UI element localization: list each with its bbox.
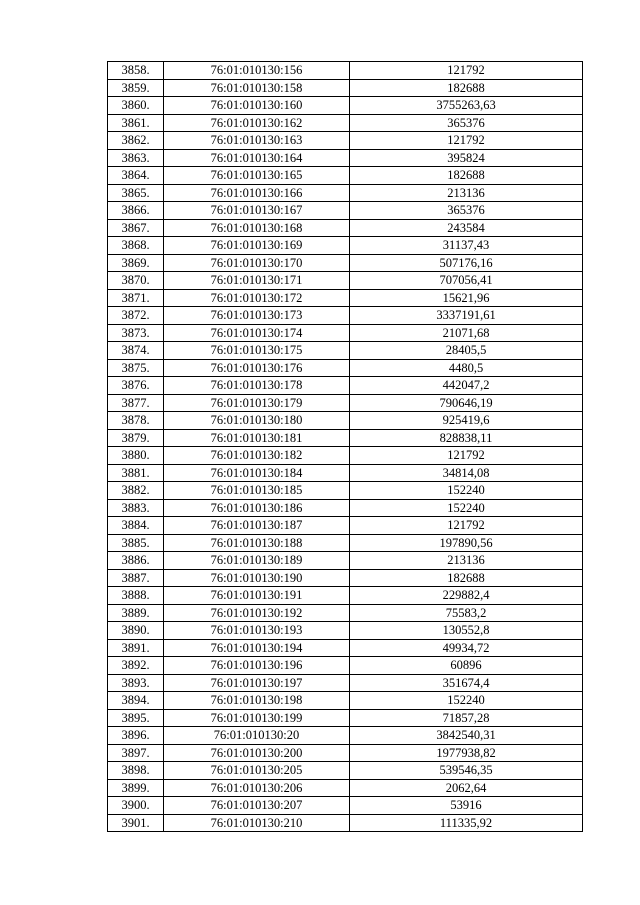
row-number-cell: 3887.	[108, 569, 164, 587]
row-number-cell: 3891.	[108, 639, 164, 657]
cadastral-value-cell: 1977938,82	[350, 744, 583, 762]
table-row	[108, 324, 583, 342]
table-row	[108, 149, 583, 167]
cadastral-number-cell: 76:01:010130:197	[164, 674, 350, 692]
table-row	[108, 692, 583, 710]
cadastral-value-cell: 53916	[350, 797, 583, 815]
row-number-cell: 3879.	[108, 429, 164, 447]
cadastral-number-cell: 76:01:010130:156	[164, 62, 350, 80]
cadastral-number-cell: 76:01:010130:172	[164, 289, 350, 307]
row-number-cell: 3894.	[108, 692, 164, 710]
cadastral-number-cell: 76:01:010130:168	[164, 219, 350, 237]
table-row	[108, 517, 583, 535]
table-row	[108, 709, 583, 727]
table-row	[108, 97, 583, 115]
row-number-cell: 3874.	[108, 342, 164, 360]
row-number-cell: 3901.	[108, 814, 164, 832]
cadastral-value-cell: 31137,43	[350, 237, 583, 255]
table-row	[108, 447, 583, 465]
table-row	[108, 464, 583, 482]
row-number-cell: 3878.	[108, 412, 164, 430]
cadastral-value-cell: 365376	[350, 202, 583, 220]
table-row	[108, 814, 583, 832]
cadastral-number-cell: 76:01:010130:199	[164, 709, 350, 727]
table-row	[108, 219, 583, 237]
cadastral-number-cell: 76:01:010130:160	[164, 97, 350, 115]
cadastral-number-cell: 76:01:010130:205	[164, 762, 350, 780]
table-row	[108, 237, 583, 255]
cadastral-number-cell: 76:01:010130:198	[164, 692, 350, 710]
cadastral-number-cell: 76:01:010130:194	[164, 639, 350, 657]
table-row	[108, 569, 583, 587]
cadastral-number-cell: 76:01:010130:173	[164, 307, 350, 325]
table-body	[108, 62, 583, 832]
cadastral-number-cell: 76:01:010130:188	[164, 534, 350, 552]
cadastral-number-cell: 76:01:010130:162	[164, 114, 350, 132]
cadastral-number-cell: 76:01:010130:179	[164, 394, 350, 412]
row-number-cell: 3863.	[108, 149, 164, 167]
row-number-cell: 3873.	[108, 324, 164, 342]
table-row	[108, 534, 583, 552]
row-number-cell: 3860.	[108, 97, 164, 115]
cadastral-value-cell: 3337191,61	[350, 307, 583, 325]
cadastral-number-cell: 76:01:010130:165	[164, 167, 350, 185]
cadastral-value-cell: 539546,35	[350, 762, 583, 780]
cadastral-number-cell: 76:01:010130:190	[164, 569, 350, 587]
cadastral-number-cell: 76:01:010130:164	[164, 149, 350, 167]
cadastral-value-cell: 213136	[350, 552, 583, 570]
table-row	[108, 499, 583, 517]
cadastral-value-cell: 2062,64	[350, 779, 583, 797]
cadastral-number-cell: 76:01:010130:210	[164, 814, 350, 832]
cadastral-value-cell: 4480,5	[350, 359, 583, 377]
table-row	[108, 62, 583, 80]
table-row	[108, 272, 583, 290]
cadastral-value-cell: 121792	[350, 132, 583, 150]
cadastral-number-cell: 76:01:010130:184	[164, 464, 350, 482]
cadastral-number-cell: 76:01:010130:170	[164, 254, 350, 272]
table-row	[108, 797, 583, 815]
cadastral-value-cell: 152240	[350, 692, 583, 710]
cadastral-value-cell: 121792	[350, 62, 583, 80]
cadastral-value-cell: 34814,08	[350, 464, 583, 482]
cadastral-value-cell: 21071,68	[350, 324, 583, 342]
cadastral-number-cell: 76:01:010130:193	[164, 622, 350, 640]
row-number-cell: 3870.	[108, 272, 164, 290]
row-number-cell: 3864.	[108, 167, 164, 185]
table-row	[108, 307, 583, 325]
cadastral-number-cell: 76:01:010130:180	[164, 412, 350, 430]
cadastral-value-table	[107, 61, 583, 832]
table-row	[108, 184, 583, 202]
cadastral-value-cell: 111335,92	[350, 814, 583, 832]
cadastral-number-cell: 76:01:010130:185	[164, 482, 350, 500]
cadastral-value-cell: 121792	[350, 447, 583, 465]
table-row	[108, 342, 583, 360]
cadastral-number-cell: 76:01:010130:187	[164, 517, 350, 535]
cadastral-number-cell: 76:01:010130:181	[164, 429, 350, 447]
table-row	[108, 114, 583, 132]
row-number-cell: 3898.	[108, 762, 164, 780]
row-number-cell: 3876.	[108, 377, 164, 395]
row-number-cell: 3896.	[108, 727, 164, 745]
cadastral-value-cell: 71857,28	[350, 709, 583, 727]
table-row	[108, 202, 583, 220]
cadastral-number-cell: 76:01:010130:175	[164, 342, 350, 360]
cadastral-value-cell: 243584	[350, 219, 583, 237]
table-row	[108, 289, 583, 307]
row-number-cell: 3884.	[108, 517, 164, 535]
row-number-cell: 3871.	[108, 289, 164, 307]
row-number-cell: 3900.	[108, 797, 164, 815]
cadastral-number-cell: 76:01:010130:174	[164, 324, 350, 342]
row-number-cell: 3890.	[108, 622, 164, 640]
row-number-cell: 3868.	[108, 237, 164, 255]
table-row	[108, 604, 583, 622]
table-row	[108, 394, 583, 412]
row-number-cell: 3889.	[108, 604, 164, 622]
row-number-cell: 3861.	[108, 114, 164, 132]
table-row	[108, 779, 583, 797]
cadastral-value-cell: 130552,8	[350, 622, 583, 640]
cadastral-value-cell: 229882,4	[350, 587, 583, 605]
row-number-cell: 3881.	[108, 464, 164, 482]
cadastral-value-cell: 15621,96	[350, 289, 583, 307]
cadastral-number-cell: 76:01:010130:20	[164, 727, 350, 745]
row-number-cell: 3880.	[108, 447, 164, 465]
row-number-cell: 3877.	[108, 394, 164, 412]
cadastral-value-cell: 49934,72	[350, 639, 583, 657]
cadastral-number-cell: 76:01:010130:171	[164, 272, 350, 290]
table-row	[108, 762, 583, 780]
cadastral-value-cell: 3842540,31	[350, 727, 583, 745]
table-row	[108, 429, 583, 447]
cadastral-value-cell: 3755263,63	[350, 97, 583, 115]
cadastral-value-cell: 182688	[350, 79, 583, 97]
row-number-cell: 3865.	[108, 184, 164, 202]
row-number-cell: 3892.	[108, 657, 164, 675]
cadastral-value-cell: 707056,41	[350, 272, 583, 290]
cadastral-number-cell: 76:01:010130:186	[164, 499, 350, 517]
row-number-cell: 3893.	[108, 674, 164, 692]
table-row	[108, 254, 583, 272]
row-number-cell: 3875.	[108, 359, 164, 377]
cadastral-number-cell: 76:01:010130:158	[164, 79, 350, 97]
cadastral-value-cell: 925419,6	[350, 412, 583, 430]
row-number-cell: 3859.	[108, 79, 164, 97]
cadastral-number-cell: 76:01:010130:191	[164, 587, 350, 605]
cadastral-value-cell: 395824	[350, 149, 583, 167]
table-row	[108, 674, 583, 692]
cadastral-number-cell: 76:01:010130:178	[164, 377, 350, 395]
cadastral-number-cell: 76:01:010130:207	[164, 797, 350, 815]
cadastral-number-cell: 76:01:010130:196	[164, 657, 350, 675]
cadastral-number-cell: 76:01:010130:176	[164, 359, 350, 377]
cadastral-number-cell: 76:01:010130:206	[164, 779, 350, 797]
table-row	[108, 167, 583, 185]
cadastral-number-cell: 76:01:010130:200	[164, 744, 350, 762]
cadastral-number-cell: 76:01:010130:167	[164, 202, 350, 220]
cadastral-value-cell: 828838,11	[350, 429, 583, 447]
row-number-cell: 3872.	[108, 307, 164, 325]
table-row	[108, 639, 583, 657]
row-number-cell: 3866.	[108, 202, 164, 220]
cadastral-value-cell: 213136	[350, 184, 583, 202]
cadastral-value-cell: 28405,5	[350, 342, 583, 360]
cadastral-value-cell: 152240	[350, 499, 583, 517]
cadastral-number-cell: 76:01:010130:192	[164, 604, 350, 622]
cadastral-number-cell: 76:01:010130:169	[164, 237, 350, 255]
table-row	[108, 132, 583, 150]
cadastral-value-cell: 152240	[350, 482, 583, 500]
cadastral-value-cell: 790646,19	[350, 394, 583, 412]
table-row	[108, 377, 583, 395]
row-number-cell: 3899.	[108, 779, 164, 797]
cadastral-value-cell: 121792	[350, 517, 583, 535]
cadastral-value-cell: 507176,16	[350, 254, 583, 272]
row-number-cell: 3883.	[108, 499, 164, 517]
cadastral-value-cell: 351674,4	[350, 674, 583, 692]
cadastral-number-cell: 76:01:010130:163	[164, 132, 350, 150]
table-row	[108, 744, 583, 762]
table-row	[108, 412, 583, 430]
table-row	[108, 727, 583, 745]
table-row	[108, 79, 583, 97]
cadastral-value-cell: 182688	[350, 167, 583, 185]
row-number-cell: 3862.	[108, 132, 164, 150]
cadastral-value-cell: 197890,56	[350, 534, 583, 552]
cadastral-value-cell: 60896	[350, 657, 583, 675]
table-row	[108, 657, 583, 675]
row-number-cell: 3858.	[108, 62, 164, 80]
row-number-cell: 3888.	[108, 587, 164, 605]
cadastral-number-cell: 76:01:010130:189	[164, 552, 350, 570]
cadastral-number-cell: 76:01:010130:166	[164, 184, 350, 202]
table-row	[108, 359, 583, 377]
row-number-cell: 3897.	[108, 744, 164, 762]
cadastral-value-cell: 442047,2	[350, 377, 583, 395]
row-number-cell: 3869.	[108, 254, 164, 272]
table-row	[108, 587, 583, 605]
row-number-cell: 3886.	[108, 552, 164, 570]
row-number-cell: 3895.	[108, 709, 164, 727]
table-row	[108, 482, 583, 500]
cadastral-value-cell: 75583,2	[350, 604, 583, 622]
row-number-cell: 3882.	[108, 482, 164, 500]
cadastral-value-cell: 182688	[350, 569, 583, 587]
table-row	[108, 552, 583, 570]
row-number-cell: 3867.	[108, 219, 164, 237]
cadastral-number-cell: 76:01:010130:182	[164, 447, 350, 465]
cadastral-value-cell: 365376	[350, 114, 583, 132]
table-row	[108, 622, 583, 640]
row-number-cell: 3885.	[108, 534, 164, 552]
